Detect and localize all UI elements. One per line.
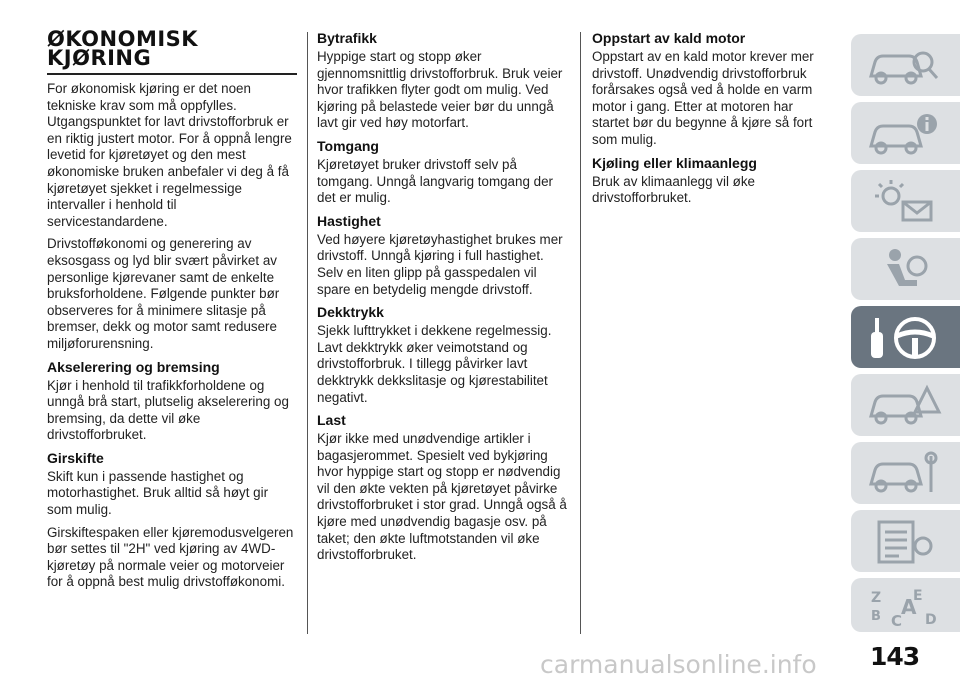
cold-start-paragraph: Oppstart av en kald motor krever mer drivstoff. Unødvendig drivstofforbruk forårsakes også ved å holde en varm motor i gang. Etter at motoren har startet bør du begynne å kjøre så fort som mulig.: [592, 49, 814, 147]
light-message-icon: [865, 178, 945, 226]
car-info-icon: [865, 110, 945, 158]
tab-index[interactable]: [851, 578, 960, 632]
economy-paragraph: Drivstofføkonomi og generering av eksosgass og lyd blir svært påvirket av personlige kjørevaner samt de enkelte bruksforholdene. Følgende punkter bør observeres for å minimere slitasje på bremser, dekk og motor samt redusere miljøforurensning.: [47, 236, 280, 351]
title-line-2: KJØRING: [47, 46, 152, 70]
key-steering-wheel-icon: [865, 314, 945, 362]
heading-air-conditioning: Kjøling eller klimaanlegg: [592, 154, 757, 171]
tab-safety[interactable]: [851, 238, 960, 300]
heading-tyre-pressure: Dekktrykk: [317, 304, 384, 321]
gear-shift-paragraph-2: Girskiftespaken eller kjøremodusvelgeren bør settes til "2H" ved kjøring av 4WD-kjøretøy på normale veier og motorveier for å oppnå best mulig drivstofføkonomi.: [47, 524, 294, 590]
air-conditioning-paragraph: Bruk av klimaanlegg vil øke drivstofforbruket.: [592, 173, 755, 206]
heading-speed: Hastighet: [317, 212, 381, 229]
spec-list-icon: [865, 518, 945, 566]
car-search-icon: [865, 42, 945, 90]
watermark: carmanualsonline.info: [540, 650, 817, 679]
page-number: 143: [870, 642, 920, 671]
tab-starting-driving[interactable]: [851, 306, 960, 368]
column-divider-1: [307, 32, 308, 634]
tab-car-overview[interactable]: [851, 34, 960, 96]
tyre-pressure-paragraph: Sjekk lufttrykket i dekkene regelmessig. Lavt dekktrykk øker veimotstand og drivstofforbruk. I tillegg påvirker lavt dekktrykk dekkslitasje og kjørestabilitet negativt.: [317, 323, 552, 405]
alphabet-index-icon: [865, 586, 945, 630]
page-title: [47, 27, 297, 70]
airbag-seat-icon: [865, 246, 945, 294]
heading-acceleration: Akselerering og bremsing: [47, 358, 220, 375]
svg-text:E: E: [913, 588, 923, 604]
tab-technical-data[interactable]: [851, 510, 960, 572]
title-underline: [47, 73, 297, 75]
svg-text:C: C: [891, 612, 903, 630]
svg-text:D: D: [925, 612, 937, 628]
column-divider-2: [580, 32, 581, 634]
heading-cold-start: Oppstart av kald motor: [592, 30, 746, 46]
car-warning-icon: [865, 382, 945, 430]
tab-car-info[interactable]: [851, 102, 960, 164]
acceleration-paragraph: Kjør i henhold til trafikkforholdene og unngå brå start, plutselig akselerering og bremsing, da dette vil øke drivstofforbruket.: [47, 377, 289, 443]
column-3: [592, 30, 830, 213]
speed-paragraph: Ved høyere kjøretøyhastighet brukes mer drivstoff. Unngå kjøring i full hastighet. Selv en liten glipp på gasspedalen vil spare en betydelig mengde drivstoff.: [317, 231, 563, 297]
heading-city-traffic: Bytrafikk: [317, 30, 377, 46]
car-wrench-icon: [865, 450, 945, 498]
tab-maintenance[interactable]: [851, 442, 960, 504]
svg-text:A: A: [901, 595, 917, 619]
svg-text:B: B: [871, 609, 881, 624]
idle-paragraph: Kjøretøyet bruker drivstoff selv på tomgang. Unngå langvarig tomgang der det er mulig.: [317, 156, 553, 206]
load-paragraph: Kjør ikke med unødvendige artikler i bagasjerommet. Spesielt ved bykjøring hvor hyppige start og stopp er nødvendig vil den økte vekten på kjøretøyet påvirke drivstofforbruket i stor grad. Unngå også å kjøre med unødvendig bagasje osv. på taket; den økte luftmotstanden vil øke drivstofforbruket.: [317, 431, 567, 563]
title-line-1: ØKONOMISK: [47, 27, 199, 51]
heading-gear-shift: Girskifte: [47, 449, 104, 466]
svg-text:Z: Z: [871, 590, 882, 606]
heading-idle: Tomgang: [317, 137, 379, 154]
intro-paragraph: For økonomisk kjøring er det noen tekniske krav som må oppfylles. Utgangspunktet for lavt drivstofforbruk er en riktig justert motor. For å oppnå lengre levetid for kjøretøyet og den mest økonomiske bruken anbefaler vi deg å få kjøretøyet sjekket i regelmessige intervaller i henhold til servicestandardene.: [47, 81, 292, 229]
city-traffic-paragraph: Hyppige start og stopp øker gjennomsnittlig drivstofforbruk. Bruk veier hvor trafikken flyter godt om mulig. Ved kjøring på belastede veier bør du unngå lavt gir ved høy motorfart.: [317, 49, 563, 131]
heading-load: Last: [317, 412, 346, 429]
column-1: [47, 27, 297, 597]
column-2: [317, 30, 573, 570]
tab-emergency[interactable]: [851, 374, 960, 436]
gear-shift-paragraph-1: Skift kun i passende hastighet og motorhastighet. Bruk alltid så høyt gir som mulig.: [47, 468, 269, 518]
tab-lights-messages[interactable]: [851, 170, 960, 232]
